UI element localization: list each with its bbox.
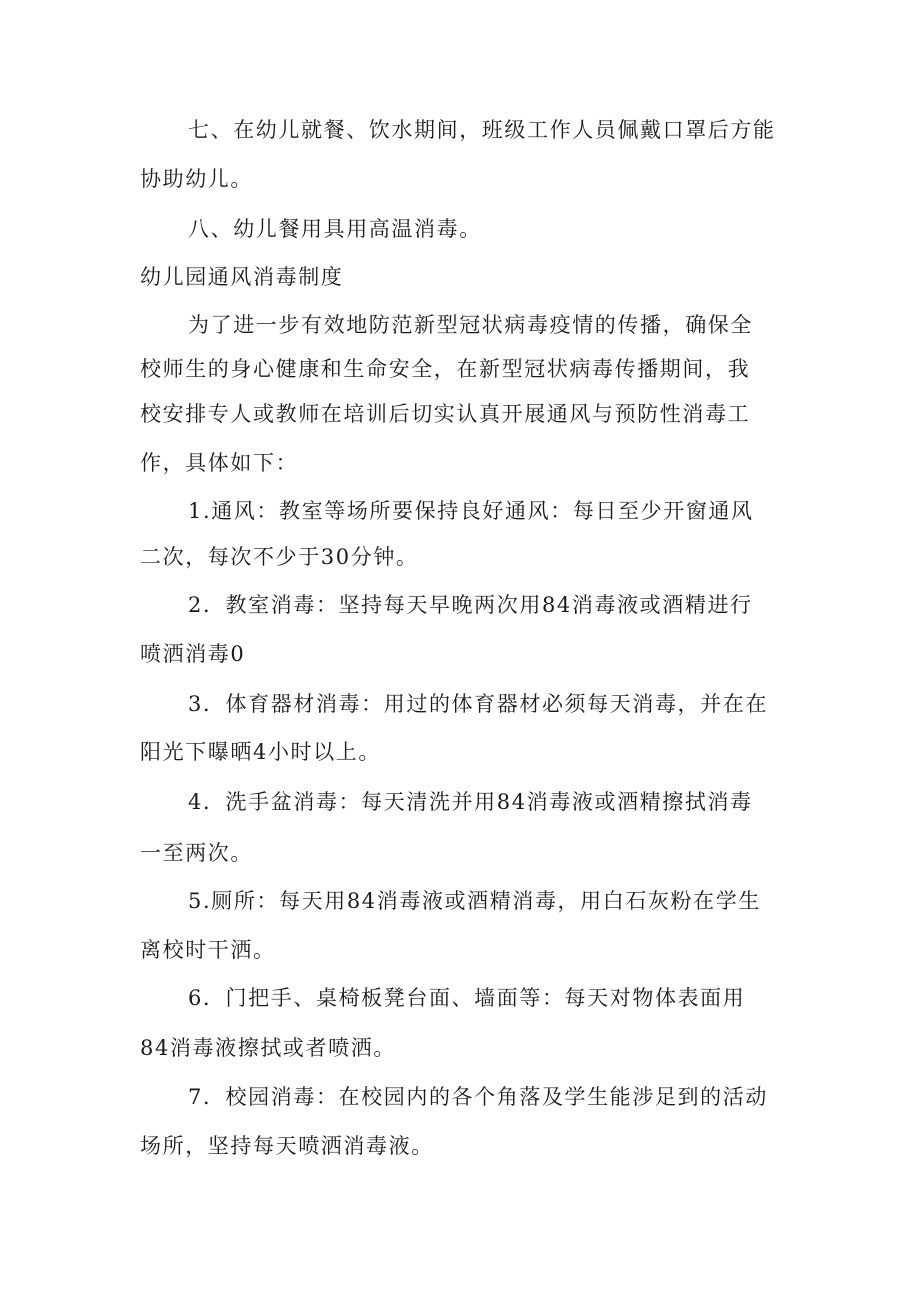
list-item-line: 84消毒液擦拭或者喷洒。 (140, 1036, 396, 1060)
list-item-line: 一至两次。 (140, 841, 253, 865)
list-item-line: 离校时干洒。 (140, 938, 276, 962)
list-item-line: 二次，每次不少于30分钟。 (140, 545, 419, 569)
text-line: 作，具体如下： (140, 451, 299, 475)
text-line: 协助幼儿。 (140, 167, 253, 191)
text-line: 七、在幼儿就餐、饮水期间，班级工作人员佩戴口罩后方能 (188, 118, 776, 142)
list-item-line: 喷洒消毒0 (140, 642, 246, 666)
list-item-line: 3．体育器材消毒：用过的体育器材必须每天消毒，并在在 (188, 692, 768, 716)
list-item-line: 5.厕所：每天用84消毒液或酒精消毒，用白石灰粉在学生 (188, 889, 761, 913)
list-item-line: 场所，坚持每天喷洒消毒液。 (140, 1134, 434, 1158)
list-item-line: 6．门把手、桌椅板凳台面、墙面等：每天对物体表面用 (188, 986, 746, 1010)
text-line: 为了进一步有效地防范新型冠状病毒疫情的传播，确保全 (188, 313, 753, 337)
list-item-line: 2．教室消毒：坚持每天早晚两次用84消毒液或酒精进行 (188, 593, 753, 617)
section-heading: 幼儿园通风消毒制度 (140, 265, 344, 289)
list-item-line: 阳光下曝晒4小时以上。 (140, 740, 381, 764)
list-item-line: 4．洗手盆消毒：每天清洗并用84消毒液或酒精擦拭消毒 (188, 790, 753, 814)
text-line: 校安排专人或教师在培训后切实认真开展通风与预防性消毒工 (140, 402, 751, 426)
list-item-line: 1.通风：教室等场所要保持良好通风：每日至少开窗通风 (188, 499, 754, 523)
text-line: 校师生的身心健康和生命安全，在新型冠状病毒传播期间，我 (140, 357, 751, 381)
list-item-line: 7．校园消毒：在校园内的各个角落及学生能涉足到的活动 (188, 1085, 768, 1109)
text-line: 八、幼儿餐用具用高温消毒。 (188, 217, 482, 241)
